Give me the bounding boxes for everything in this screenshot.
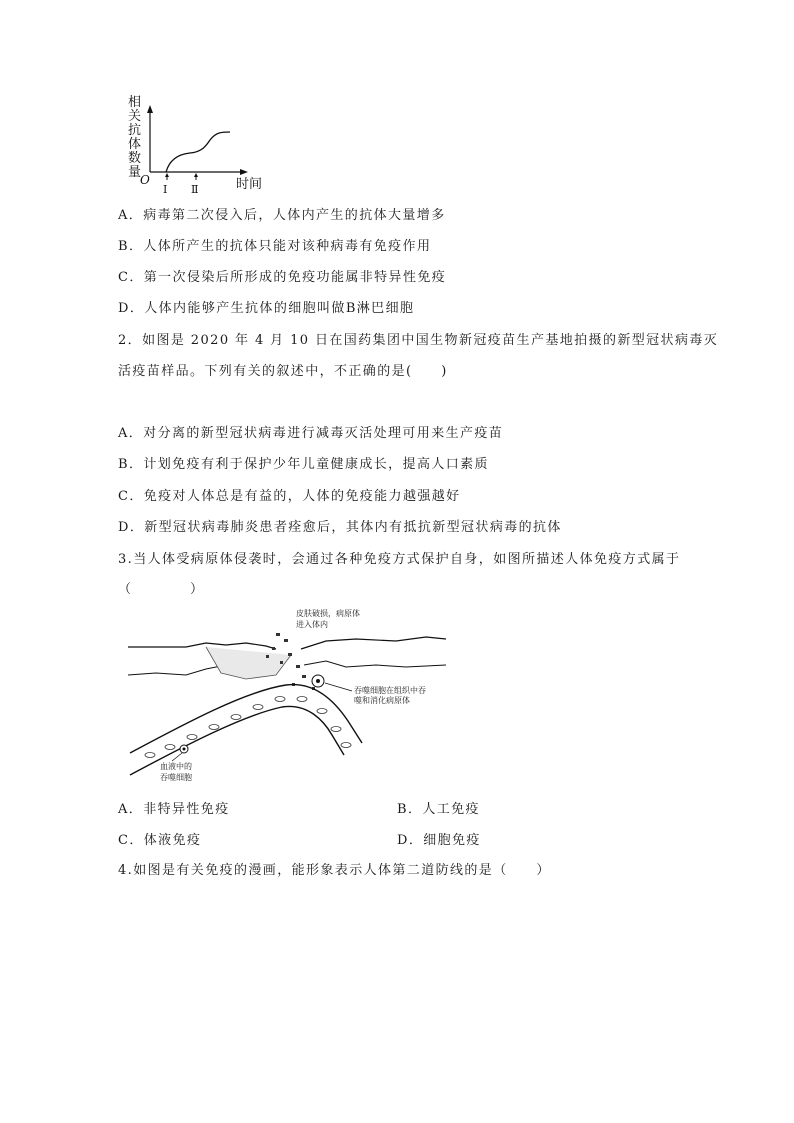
skin-surface-left (128, 643, 276, 649)
q2-option-b: B．计划免疫有利于保护少年儿童健康成长，提高人口素质 (118, 457, 489, 472)
ylabel-char: 相 (128, 95, 142, 110)
skin-surface-right (301, 637, 446, 649)
q4-stem: 4.如图是有关免疫的漫画，能形象表示人体第二道防线的是（ ） (118, 863, 551, 878)
label-wound-2: 进入体内 (296, 620, 328, 629)
ylabel-char: 抗 (128, 123, 142, 138)
q3-stem-line2: （ ） (118, 582, 205, 597)
q3-option-a: A．非特异性免疫 (118, 802, 230, 817)
mark2-label: Ⅱ (191, 183, 199, 196)
xlabel: 时间 (236, 177, 263, 192)
wound-area (206, 647, 291, 679)
q2-option-d: D．新型冠状病毒肺炎患者痊愈后，其体内有抵抗新型冠状病毒的抗体 (118, 520, 562, 535)
tissue-phagocyte-nucleus (316, 679, 320, 683)
ylabel-char: 数 (128, 151, 142, 166)
origin-label: O (140, 173, 150, 187)
mark1-label: Ⅰ (163, 183, 168, 196)
q1-option-b: B．人体所产生的抗体只能对该种病毒有免疫作用 (118, 239, 432, 254)
q3-stem-line1: 3.当人体受病原体侵袭时，会通过各种免疫方式保护自身，如图所描述人体免疫方式属于 (118, 552, 681, 567)
antibody-graph-svg (118, 92, 278, 196)
q3-option-d: D．细胞免疫 (397, 833, 481, 848)
mark2-arrow-head (194, 173, 198, 177)
ylabel-char: 关 (128, 109, 142, 124)
blood-phagocyte-nucleus (183, 748, 186, 751)
q1-option-a: A．病毒第二次侵入后，人体内产生的抗体大量增多 (118, 208, 446, 223)
immune-illustration (126, 603, 456, 783)
q3-option-c: C．体液免疫 (118, 833, 202, 848)
ylabel-char: 量 (128, 165, 142, 180)
q1-option-d: D．人体内能够产生抗体的细胞叫做B淋巴细胞 (118, 301, 415, 316)
y-axis-arrow (147, 105, 153, 113)
ylabel-char: 体 (128, 137, 142, 152)
q1-option-c: C．第一次侵染后所形成的免疫功能属非特异性免疫 (118, 270, 447, 285)
label-blood-phagocyte-2: 吞噬细胞 (160, 773, 192, 782)
q2-option-a: A．对分离的新型冠状病毒进行减毒灭活处理可用来生产疫苗 (118, 426, 504, 441)
skin-base-right (304, 661, 446, 667)
tissue-phagocyte-pointer (325, 683, 352, 691)
q3-option-b: B．人工免疫 (397, 802, 480, 817)
x-axis-arrow (240, 169, 248, 175)
blood-cells (145, 697, 351, 758)
q2-option-c: C．免疫对人体总是有益的，人体的免疫能力越强越好 (118, 489, 461, 504)
antibody-curve (166, 132, 230, 172)
label-tissue-phagocyte-1: 吞噬细胞在组织中吞 (354, 686, 426, 695)
mark1-arrow-head (165, 173, 169, 177)
label-tissue-phagocyte-2: 噬和消化病原体 (354, 696, 410, 705)
label-blood-phagocyte-1: 血液中的 (160, 762, 192, 771)
q2-stem-line1: 2．如图是 2020 年 4 月 10 日在国药集团中国生物新冠疫苗生产基地拍摄的新型冠状病毒灭 (118, 333, 719, 348)
immune-illustration-svg (126, 603, 456, 783)
blood-phagocyte-pointer (172, 753, 182, 761)
q2-stem-line2: 活疫苗样品。下列有关的叙述中，不正确的是( ) (118, 364, 448, 379)
antibody-graph (118, 92, 278, 196)
skin-base-left (128, 665, 226, 675)
label-wound-1: 皮肤破损，病原体 (296, 609, 360, 618)
